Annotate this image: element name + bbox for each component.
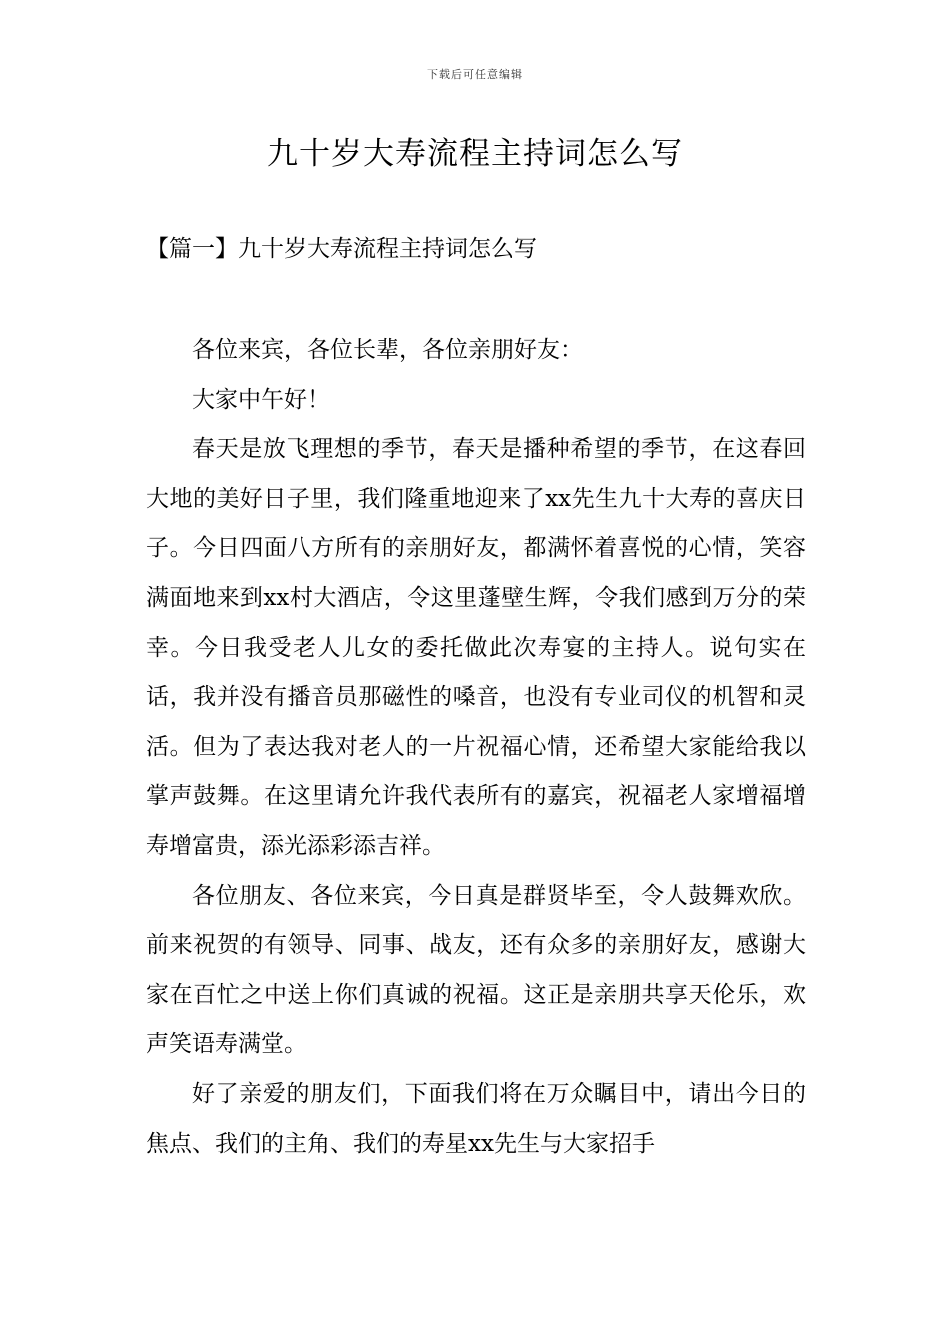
paragraph-friends: 各位朋友、各位来宾，今日真是群贤毕至，令人鼓舞欢欣。前来祝贺的有领导、同事、战友，还有众多的亲朋好友，感谢大家在百忙之中送上你们真诚的祝福。这正是亲朋共享天伦乐，欢声笑语寿满堂。: [146, 882, 806, 1058]
header-note: 下载后可任意编辑: [427, 68, 523, 81]
section-heading: 【篇一】九十岁大寿流程主持词怎么写: [146, 236, 537, 262]
document-title: 九十岁大寿流程主持词怎么写: [267, 136, 683, 172]
paragraph-introduction: 好了亲爱的朋友们，下面我们将在万众瞩目中，请出今日的焦点、我们的主角、我们的寿星xx先生与大家招手: [146, 1080, 806, 1157]
document-body: [146, 326, 806, 1169]
paragraph-spring: 春天是放飞理想的季节，春天是播种希望的季节，在这春回大地的美好日子里，我们隆重地迎来了xx先生九十大寿的喜庆日子。今日四面八方所有的亲朋好友，都满怀着喜悦的心情，笑容满面地来到xx村大酒店，令这里蓬壁生辉，令我们感到万分的荣幸。今日我受老人儿女的委托做此次寿宴的主持人。说句实在话，我并没有播音员那磁性的嗓音，也没有专业司仪的机智和灵活。但为了表达我对老人的一片祝福心情，还希望大家能给我以掌声鼓舞。在这里请允许我代表所有的嘉宾，祝福老人家增福增寿增富贵，添光添彩添吉祥。: [146, 436, 806, 859]
paragraph-salutation: 大家中午好！: [192, 386, 330, 413]
paragraph-greeting: 各位来宾，各位长辈，各位亲朋好友：: [192, 337, 583, 363]
